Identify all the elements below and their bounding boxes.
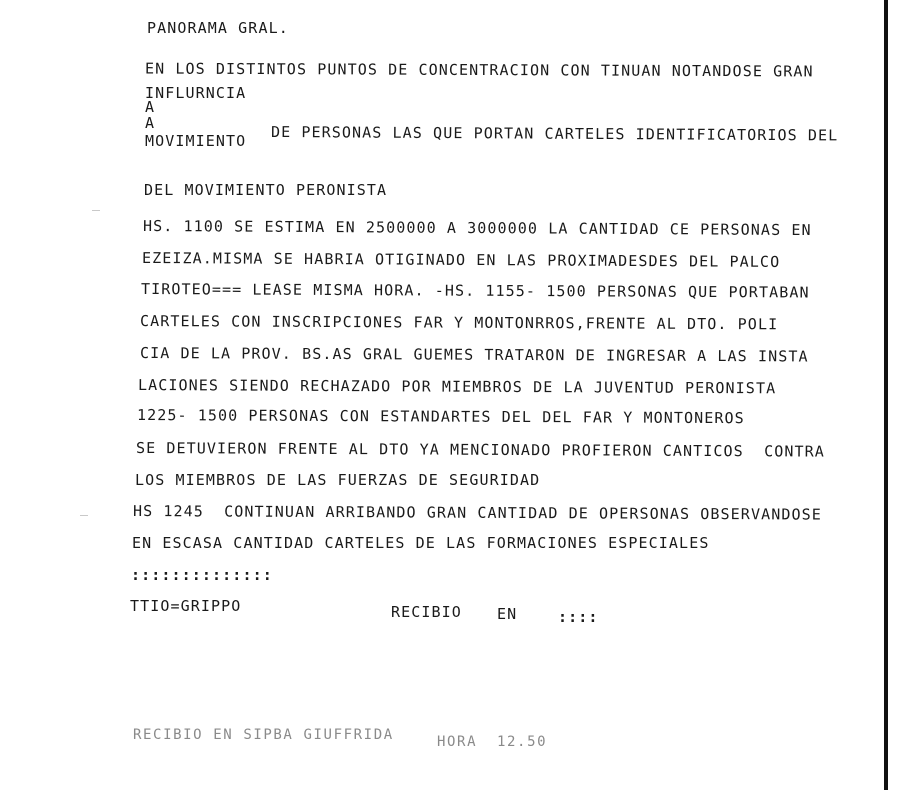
text-line: DEL MOVIMIENTO PERONISTA [144,181,388,199]
receipt-stamp: RECIBIO EN SIPBA GIUFFRIDA [133,727,394,743]
text-line: A [145,114,156,132]
scan-speck [92,210,100,211]
separator-line: :::::::::::::: [131,566,273,584]
scan-speck [80,515,88,516]
text-line: 1225- 1500 PERSONAS CON ESTANDARTES DEL DEL FAR Y MONTONEROS [136,406,745,428]
text-line: TIROTEO=== LEASE MISMA HORA. -HS. 1155- 1500 PERSONAS QUE PORTABAN [140,280,810,302]
text-line: MOVIMIENTO [145,132,247,150]
text-line: SE DETUVIERON FRENTE AL DTO YA MENCIONADO PROFIERON CANTICOS CONTRA [135,439,825,461]
page-right-edge [884,0,888,790]
text-line: EZEIZA.MISMA SE HABRIA OTIGINADO EN LAS PROXIMADESDES DEL PALCO [141,249,781,271]
receipt-time-value: 12.50 [497,734,548,750]
text-line: HS. 1100 SE ESTIMA EN 2500000 A 3000000 LA CANTIDAD CE PERSONAS EN [142,217,812,240]
received-label: RECIBIO [391,603,462,621]
text-line: CIA DE LA PROV. BS.AS GRAL GUEMES TRATARON DE INGRESAR A LAS INSTA [139,344,809,366]
heading-line: PANORAMA GRAL. [147,19,289,37]
text-line: HS 1245 CONTINUAN ARRIBANDO GRAN CANTIDAD DE OPERSONAS OBSERVANDOSE [132,502,822,524]
text-line: A [145,98,156,116]
text-line: EN ESCASA CANTIDAD CARTELES DE LAS FORMACIONES ESPECIALES [132,534,710,552]
text-line: CARTELES CON INSCRIPCIONES FAR Y MONTONRROS,FRENTE AL DTO. POLI [139,312,779,334]
text-line: INFLURNCIA [145,84,247,102]
text-line: LOS MIEMBROS DE LAS FUERZAS DE SEGURIDAD [135,471,541,489]
text-line: DE PERSONAS LAS QUE PORTAN CARTELES IDENTIFICATORIOS DEL [270,123,839,145]
received-marks: :::: [558,608,599,626]
sender-signature: TTIO=GRIPPO [130,597,242,615]
received-at-label: EN [497,605,518,623]
receipt-time-label: HORA [437,734,478,750]
text-line: LACIONES SIENDO RECHAZADO POR MIEMBROS DE LA JUVENTUD PERONISTA [137,376,777,398]
text-line: EN LOS DISTINTOS PUNTOS DE CONCENTRACION CON TINUAN NOTANDOSE GRAN [144,59,814,81]
